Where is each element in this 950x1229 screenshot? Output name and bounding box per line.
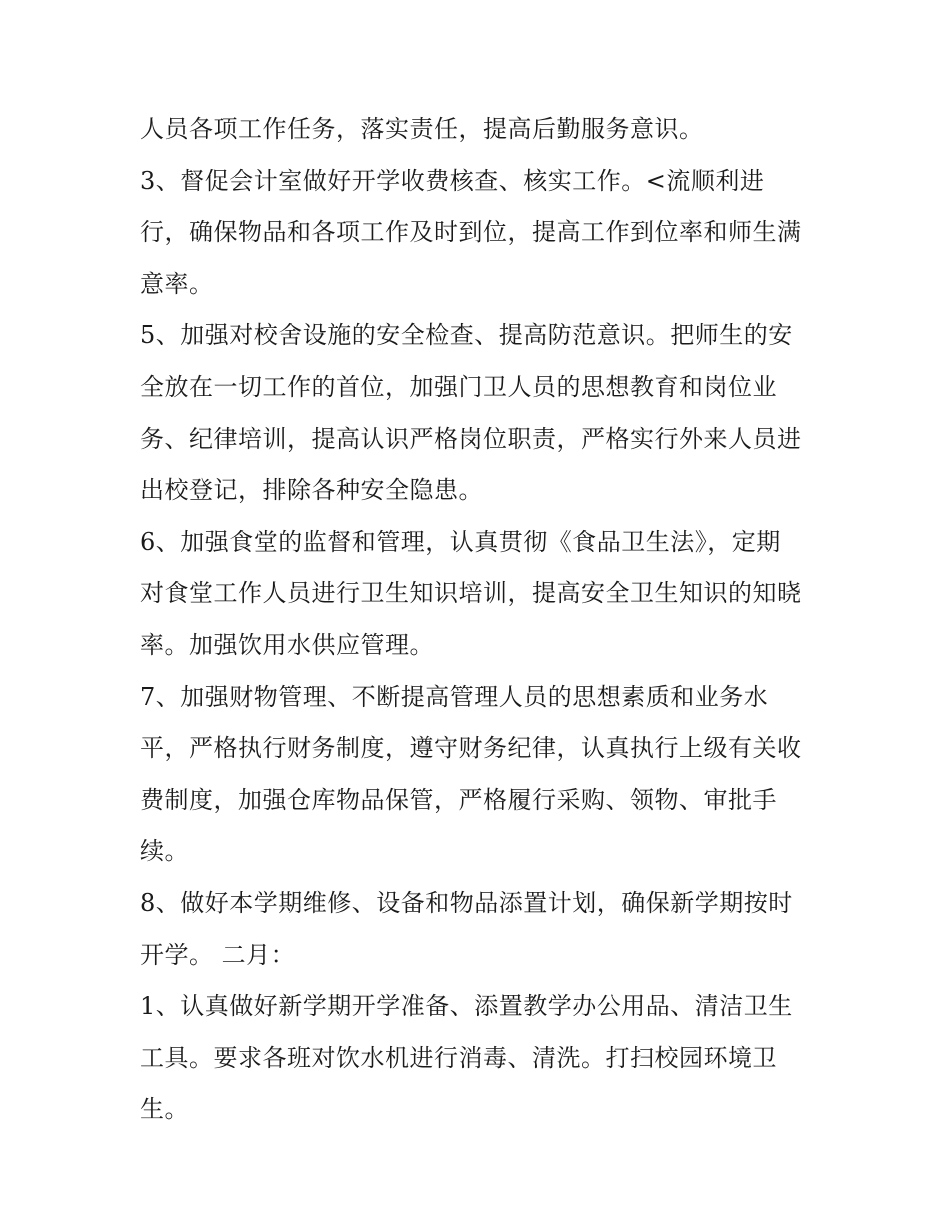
document-body — [140, 104, 820, 1136]
text-line: 人员各项工作任务，落实责任，提高后勤服务意识。 — [140, 115, 704, 143]
text-line: 费制度，加强仓库物品保管，严格履行采购、领物、审批手 — [140, 785, 777, 814]
text-line: 开学。 二月： — [140, 940, 296, 969]
text-line: 平，严格执行财务制度，遵守财务纪律，认真执行上级有关收 — [140, 734, 802, 763]
text-line: 3、督促会计室做好开学收费核查、核实工作。<流顺利进 — [140, 166, 765, 195]
text-line: 务、纪律培训，提高认识严格岗位职责，严格实行外来人员进 — [140, 424, 802, 453]
text-line: 意率。 — [140, 269, 214, 298]
text-line: 生。 — [140, 1095, 189, 1124]
text-line: 工具。要求各班对饮水机进行消毒、清洗。打扫校园环境卫 — [140, 1043, 777, 1072]
text-line: 率。加强饮用水供应管理。 — [140, 630, 434, 659]
text-line: 行，确保物品和各项工作及时到位，提高工作到位率和师生满 — [140, 218, 802, 247]
text-line: 5、加强对校舍设施的安全检查、提高防范意识。把师生的安 — [140, 321, 793, 350]
text-line: 出校登记，排除各种安全隐患。 — [140, 476, 483, 505]
text-line: 7、加强财物管理、不断提高管理人员的思想素质和业务水 — [140, 682, 769, 711]
text-line: 全放在一切工作的首位，加强门卫人员的思想教育和岗位业 — [140, 372, 777, 401]
text-line: 8、做好本学期维修、设备和物品添置计划，确保新学期按时 — [140, 888, 793, 917]
text-line: 6、加强食堂的监督和管理，认真贯彻《食品卫生法》，定期 — [140, 527, 781, 556]
text-line: 对食堂工作人员进行卫生知识培训，提高安全卫生知识的知晓 — [140, 579, 802, 608]
text-line: 1、认真做好新学期开学准备、添置教学办公用品、清洁卫生 — [140, 992, 793, 1021]
text-line: 续。 — [140, 837, 189, 866]
